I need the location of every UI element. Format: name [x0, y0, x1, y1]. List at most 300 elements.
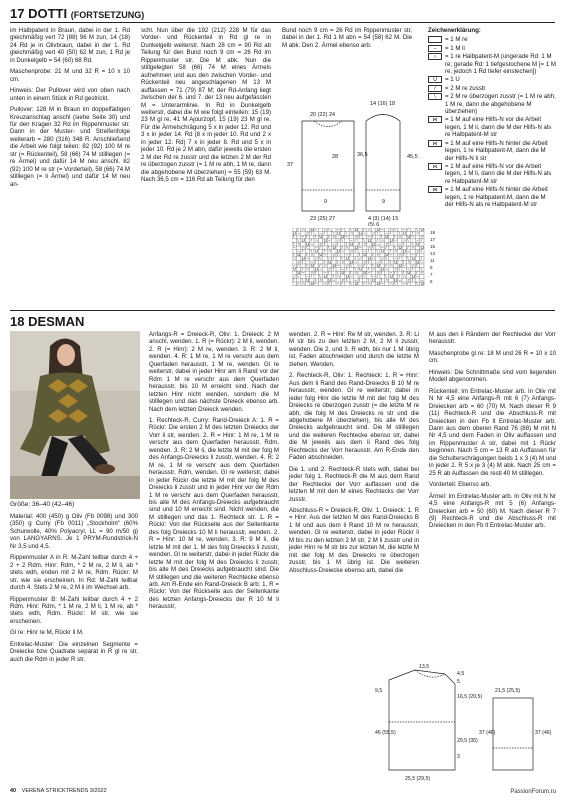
chart-symbol: –: [328, 255, 331, 261]
legend: [428, 27, 556, 209]
chart-symbol: \: [350, 281, 352, 286]
chart-symbol: ∩: [332, 252, 336, 258]
chart-symbol: –: [341, 266, 344, 272]
legend-symbol-icon: ⋈: [428, 140, 442, 147]
header-rule: [10, 22, 555, 23]
chart-symbol: \: [363, 273, 365, 279]
chart-symbol: ∩: [389, 263, 393, 268]
chart-symbol: ∩: [403, 237, 407, 243]
chart-symbol: ∩: [301, 245, 305, 250]
svg-text:13: 13: [430, 251, 436, 256]
chart-symbol: ∩: [407, 277, 411, 283]
chart-symbol: ∩: [310, 252, 314, 258]
dim-label: 14 (16) 18: [370, 101, 396, 107]
chart-symbol: \: [376, 248, 378, 254]
watermark: PassionForum.ru: [510, 789, 556, 795]
chart-symbol: \: [301, 259, 303, 265]
chart-symbol: \: [372, 263, 374, 268]
legend-row: [428, 93, 556, 115]
legend-row: [428, 36, 556, 43]
chart-symbol: /: [354, 237, 356, 243]
chart-symbol: \: [420, 248, 422, 254]
chart-symbol: U: [341, 270, 345, 276]
chart-symbol: –: [350, 273, 353, 279]
chart-symbol: U: [389, 237, 393, 243]
chart-symbol: ∩: [345, 263, 349, 268]
chart-symbol: \: [372, 245, 374, 250]
model-photo: [10, 331, 140, 499]
legend-text: = 1 M auf eine Hilfs-N vor die Arbeit legen, 1 M li, dann die M der Hilfs-N als re Halbpatent-M str: [445, 162, 552, 185]
chart-symbol: –: [403, 281, 406, 286]
chart-symbol: U: [385, 252, 389, 258]
paragraph: Rückenteil: Im Entrelac-Muster arb. In Oliv mit N Nr 4,5 eine Anfangs-R mit 6 (7) Anfangs-Dreiecken arb = 60 (70) M. Nach dieser R 9 (11) Rechteck-R und die Abschluss-R mit Dreiecken in den Fb lt Entrelac-Muster arb. Dann aus dem oberen Rand 76 (88) M mit N Nr 4,5 und dem Faden in Oliv auffassen und im Rippenmuster A str, dabei mit 1 Rückr beginnen. Nach 5 cm = 13 R ab Auffassen für die Schulterschrägungen beids 1 x 3 (4) M und in jeder 2. R 5 x je 3 (4) M abk. Nach 25 cm = 25 R ab Auffassen die restl 40 M stilllegen.: [429, 387, 556, 477]
chart-symbol: U: [310, 281, 314, 286]
chart-symbol: /: [407, 245, 409, 250]
chart-symbol: U: [389, 273, 393, 279]
chart-symbol: ∩: [337, 237, 341, 243]
chart-symbol: U: [332, 263, 336, 268]
chart-symbol: ∩: [389, 228, 393, 232]
paragraph: Gl re: Hinr re M, Rückr li M.: [10, 629, 84, 637]
chart-symbol: –: [385, 266, 388, 272]
dim-label: 3: [457, 754, 460, 760]
paragraph: Anfangs-R = Dreieck-R, Oliv: 1. Dreieck: 2 M anschl, wenden. 1. R (= Rückr): 2 M li, wenden. 2. R (= Hinr): 2 M re, wenden. 3. R: 2 M li, wenden. 4. R: 1 M re, 1 M re verschr aus dem Querfaden herausstr, 1 M re, wenden. Gl re weiterstr, dabei in jeder Hinr am li Rand vor der Rdm 1 M re verschr aus dem Querfaden herausstr, bis 10 M erreicht sind. Nach der letzten Hinr nicht wenden, sondern die M stilllegen und das nächste Dreieck ebenso arb. Nach dem letzten Dreieck wenden.: [149, 331, 279, 413]
chart-symbol: \: [381, 234, 383, 240]
dim-label: 21,5 (25,5): [495, 688, 521, 694]
chart-symbol: \: [350, 263, 352, 268]
legend-row: [428, 140, 556, 162]
chart-symbol: /: [376, 273, 378, 279]
legend-row: [428, 45, 556, 52]
legend-text: = 1 M re: [445, 36, 468, 44]
chart-symbol: \: [394, 245, 396, 250]
chart-symbol: /: [301, 248, 303, 254]
chart-symbol: /: [381, 277, 383, 283]
chart-symbol: –: [337, 228, 340, 232]
chart-symbol: –: [354, 259, 357, 265]
chart-symbol: \: [416, 263, 418, 268]
chart-symbol: U: [372, 241, 376, 247]
chart-symbol: /: [367, 248, 369, 254]
chart-symbol: \: [328, 228, 330, 232]
chart-symbol: ∩: [345, 245, 349, 250]
chart-symbol: ∩: [394, 266, 398, 272]
paragraph: Pullover: 128 M in Braun im doppelfädigen Kreuzanschlag anschl (siehe Seite 30) und für den Kragen 32 Rd im Rippenmuster str. Dann in der Muster- und Streifenfolge weiterarb = 280 (316) 348 R. Anschließend die Arbeit wie folgt teilen: 82 (92) 100 M re str (= Rückenteil), 58 (66) 74 M stilllegen (= re Ärmel) und dafür 14 M neu anschl. 82 (92) 100 M re str (= Vorderteil), 58 (66) 74 M stilllegen (= li Ärmel) und dafür 14 M neu an-: [10, 106, 130, 188]
chart-symbol: /: [310, 273, 312, 279]
paragraph: Entrelac-Muster: Die einzelnen Segmente = Dreiecke bzw Quadrate separat in R gl re str, auch die Rdm in jeder R str.: [10, 640, 138, 663]
chart-symbol: \: [301, 277, 303, 283]
chart-symbol: U: [394, 277, 398, 283]
chart-symbol: \: [345, 277, 347, 283]
chart-symbol: U: [381, 248, 385, 254]
chart-symbol: \: [403, 252, 405, 258]
legend-row: [428, 85, 556, 92]
sweater-schematic: [282, 86, 427, 226]
section-header-dotti: [10, 6, 144, 21]
chart-symbol: \: [407, 255, 409, 261]
chart-symbol: \: [332, 266, 334, 272]
paragraph: Vorderteil: Ebenso arb.: [429, 481, 491, 489]
chart-symbol: U: [315, 248, 319, 254]
chart-symbol: ∩: [420, 270, 424, 276]
legend-row: [428, 163, 556, 185]
legend-symbol-icon: /: [428, 85, 442, 92]
chart-symbol: /: [297, 281, 299, 286]
legend-symbol-icon: [428, 36, 442, 43]
paragraph: im Halbpatent in Braun, dabei in der 1. Rd gleichmäßig vert 72 (88) 96 M zun, 14 (18) 24 Rd je in Olivbraun, dabei in der 1. Rd gleichmäßig vert 40 (50) 62 M zun, 1 Rd je in Dunkelgelb = 54 (60) 68 Rd.: [10, 27, 130, 64]
chart-symbol: U: [354, 228, 358, 232]
legend-row: [428, 53, 556, 75]
chart-symbol: \: [293, 252, 295, 258]
paragraph: schl. Nun über die 192 (212) 228 M für das Vorder- und Rückenteil in Rd gl re in Dunkelgelb weiterstr. Nach 28 cm = 90 Rd ab Teilung für den Bund noch 9 cm = 26 Rd im Rippenmuster str. Die M abk. Nun die stillgelegten 58 (66) 74 M eines Ärmels aufnehmen und aus den zwischen Vorder- und Rückenteil neu angeschlagenen M 13 M auffassen = 71 (79) 87 M; der Rd-Anfang liegt zwischen der 6. und 7. der 13 neu aufgefassten M = Unterarmlinie. In Rd in Dunkelgelb weiterstr, dabei die M wie folgt einteilen: 15 (19) 23 M gl re, 41 M Ajourzopf, 15 (19) 23 M gl re. Für die Ärmelschrägung 5 x in jeder 12. Rd und 3 x in jeder 14. Rd (8 x in jeder 10. Rd und 2 x in jeder 12. Rd) 7 x in jeder 8. Rd und 5 x in jeder 10. Rd je 2 M abn, dafür jeweils die ersten 2 M der Rd re zusstr und die letzten 2 M der Rd re überzogen zusstr (= 1 M re abh, 1 M re, dann die abgehobene M überziehen) = 55 (59) 63 M. Nach 36,5 cm = 116 Rd ab Teilung für den: [141, 27, 271, 184]
chart-symbol: /: [332, 255, 334, 261]
chart-symbol: ∩: [341, 259, 345, 265]
chart-symbol: –: [381, 281, 384, 286]
chart-symbol: U: [363, 270, 367, 276]
legend-title: Zeichenerklärung:: [428, 27, 481, 34]
dim-label: 29,5 (35): [457, 738, 478, 744]
chart-symbol: ∩: [381, 237, 385, 243]
chart-symbol: /: [359, 277, 361, 283]
chart-symbol: /: [319, 263, 321, 268]
dim-label: 4,5: [457, 671, 465, 677]
chart-symbol: ∩: [337, 273, 341, 279]
chart-symbol: ∩: [372, 230, 376, 236]
svg-text:9: 9: [430, 265, 433, 270]
chart-symbol: U: [376, 228, 380, 232]
chart-symbol: \: [310, 248, 312, 254]
chart-symbol: U: [350, 259, 354, 265]
chart-symbol: ∩: [301, 281, 305, 286]
chart-symbol: /: [420, 255, 422, 261]
chart-symbol: /: [372, 234, 374, 240]
chart-symbol: U: [293, 266, 297, 272]
chart-symbol: U: [376, 263, 380, 268]
chart-symbol: /: [354, 255, 356, 261]
dim-label: 37 (46): [479, 730, 496, 736]
chart-symbol: /: [394, 234, 396, 240]
chart-symbol: \: [341, 237, 343, 243]
chart-symbol: –: [293, 245, 296, 250]
paragraph: Maschenprobe gl re: 18 M und 26 R = 10 x 10 cm.: [429, 349, 556, 365]
chart-symbol: ∩: [323, 263, 327, 268]
chart-symbol: –: [319, 230, 322, 236]
dotti-column-3: [282, 27, 412, 53]
chart-symbol: /: [341, 281, 343, 286]
chart-symbol: ∩: [411, 245, 415, 250]
chart-symbol: ∩: [323, 281, 327, 286]
chart-symbol: \: [319, 255, 321, 261]
chart-symbol: /: [416, 252, 418, 258]
chart-symbol: U: [354, 281, 358, 286]
chart-symbol: –: [420, 259, 423, 265]
chart-symbol: /: [350, 270, 352, 276]
chart-symbol: ∩: [323, 228, 327, 232]
paragraph: Rippenmuster B: M-Zahl teilbar durch 4 + 2 Rdm. Hinr: Rdm, * 1 M re, 2 M li, 1 M re, ab * stets wdh, Rdm. Rückr: M str, wie sie erscheinen.: [10, 595, 138, 625]
chart-symbol: /: [315, 259, 317, 265]
chart-symbol: U: [416, 259, 420, 265]
chart-symbol: U: [345, 255, 349, 261]
chart-symbol: /: [363, 228, 365, 232]
chart-symbol: \: [367, 277, 369, 283]
paragraph: Hinweis: Die Schnittmaße sind vom liegenden Modell abgenommen.: [429, 368, 556, 384]
chart-symbol: /: [297, 263, 299, 268]
chart-symbol: \: [389, 259, 391, 265]
chart-symbol: U: [420, 245, 424, 250]
desman-column-3: [289, 331, 419, 578]
dim-label: 28: [332, 154, 339, 160]
chart-symbol: U: [297, 270, 301, 276]
chart-symbol: U: [328, 259, 332, 265]
chart-symbol: –: [328, 237, 331, 243]
chart-symbol: –: [319, 266, 322, 272]
svg-text:5: 5: [430, 279, 433, 284]
chart-symbol: –: [416, 273, 419, 279]
legend-text: = 1 M auf eine Hilfs-N hinter die Arbeit legen, 1 re Halbpatent-M, dann die M der Hilfs-N li str: [445, 139, 548, 162]
chart-symbol: U: [403, 248, 407, 254]
chart-symbol: ∩: [332, 234, 336, 240]
chart-symbol: –: [381, 245, 384, 250]
chart-symbol: –: [310, 259, 313, 265]
chart-symbol: \: [354, 266, 356, 272]
paragraph: wenden. 2. R = Hinr: Re M str, wenden. 3. R: Li M str bis zu den letzten 2 M, 2 M li zusstr, wenden. Die 2. und 3. R wdh, bis nur 1 M übrig ist, Faden abschneiden und durch die letzte M ziehen. Wenden.: [289, 331, 419, 368]
chart-symbol: U: [306, 241, 310, 247]
chart-symbol: ∩: [328, 248, 332, 254]
legend-row: [428, 116, 556, 138]
chart-symbol: U: [416, 241, 420, 247]
chart-symbol: –: [389, 270, 393, 276]
chart-symbol: \: [403, 270, 405, 276]
paragraph: Die 1. und 2. Rechteck-R stets wdh, dabei bei jeder folg 1. Rechteck-R die M aus dem Rand der Rechtecke der Vorr auffassen und die letzten M mit den M eines Rechtecks der Vorr zusstr.: [289, 465, 419, 503]
chart-symbol: U: [376, 281, 380, 286]
chart-symbol: U: [319, 234, 323, 240]
chart-symbol: \: [359, 252, 361, 258]
legend-text: = 1 M auf eine Hilfs-N hinter die Arbeit legen, 1 re Halbpatent-M, dann die M der Hilfs-N als re Halbpatent-M str: [445, 186, 548, 208]
chart-symbol: ∩: [394, 248, 398, 254]
chart-symbol: /: [323, 248, 325, 254]
chart-symbol: /: [385, 263, 387, 268]
chart-symbol: –: [381, 228, 384, 232]
chart-symbol: ∩: [306, 266, 310, 272]
chart-symbol: U: [328, 277, 332, 283]
chart-symbol: –: [332, 277, 335, 283]
paragraph: Hinweis: Der Pullover wird von oben nach unten in einem Stück in Rd gestrickt.: [10, 87, 130, 102]
dim-label: 16,5 (20,5): [457, 694, 483, 700]
chart-symbol: U: [398, 245, 402, 250]
chart-symbol: –: [372, 255, 375, 261]
chart-symbol: –: [394, 255, 397, 261]
dim-label: 45,5: [407, 154, 418, 160]
chart-symbol: ∩: [310, 270, 314, 276]
chart-symbol: ∩: [319, 277, 323, 283]
chart-symbol: \: [381, 270, 383, 276]
chart-symbol: /: [411, 230, 413, 236]
chart-symbol: ∩: [315, 255, 319, 261]
chart-symbol: ∩: [411, 263, 415, 268]
chart-symbol: /: [319, 245, 321, 250]
chart-symbol: /: [403, 241, 405, 247]
chart-symbol: U: [420, 281, 424, 286]
chart-symbol: –: [403, 228, 406, 232]
chart-symbol: \: [332, 230, 334, 236]
chart-symbol: U: [363, 252, 367, 258]
chart-symbol: /: [310, 237, 312, 243]
desman-column-1: [10, 513, 138, 667]
chart-symbol: /: [385, 245, 387, 250]
svg-text:19: 19: [430, 230, 436, 235]
chart-symbol: U: [301, 237, 305, 243]
dim-label: 13,5: [419, 664, 430, 670]
chart-symbol: \: [389, 241, 391, 247]
legend-row: [428, 186, 556, 208]
chart-symbol: –: [376, 259, 379, 265]
dotti-column-2: [141, 27, 271, 188]
chart-symbol: –: [315, 281, 318, 286]
chart-symbol: U: [403, 230, 407, 236]
chart-symbol: U: [310, 228, 314, 232]
legend-row: [428, 76, 556, 83]
legend-symbol-icon: –: [428, 45, 442, 52]
chart-symbol: U: [341, 234, 345, 240]
chart-symbol: \: [385, 273, 387, 279]
chart-symbol: U: [301, 255, 305, 261]
dim-label: 36,5: [357, 152, 368, 158]
legend-text: = 1 re Halbpatent-M (ungerade Rd: 1 M re; gerade Rd: 1 tiefgestochene M [= 1 M re, jedoch 1 Rd tiefer einstechen]): [445, 53, 556, 76]
svg-text:17: 17: [430, 237, 436, 242]
chart-symbol: –: [341, 248, 344, 254]
chart-symbol: –: [310, 241, 313, 247]
chart-symbol: ∩: [376, 270, 380, 276]
legend-symbol-icon: ⋈: [428, 163, 442, 170]
chart-symbol: ∩: [297, 259, 301, 265]
chart-symbol: /: [407, 228, 409, 232]
legend-text: = 1 M li: [445, 44, 465, 52]
chart-symbol: –: [385, 230, 388, 236]
paragraph: 1. Rechteck-R, Curry: Rand-Dreieck A: 1. R = Rückr: Die ersten 2 M des letzten Dreiecks der Vorr li str, wenden. 2. R = Hinr: 1 M re, 1 M re verschr aus dem Querfaden herausstr, Rdm, wenden. 3. R: 2 M li, die letzte M mit der folg M des Anfangs-Dreiecks li zusstr, wenden. 4. R: 2 M re, 1 M re verschr aus dem Querfaden herausstr, Rdm, wenden. Gl re weiterstr, dabei in jeder Rückr die letzte M mit der folg M des Dreiecks li zusstr und in jeder Hinr vor der Rdm 1 M re verschr aus dem Querfaden herausstr, bis alle M des Anfangs-Dreiecks aufgebraucht sind und 10 M erreicht sind. Nicht wenden, die M stilllegen und das 1. Rechteck str. 1. R = Rückr: Von der Rückseite aus der Seitenkante des folg Dreiecks 10 M li herausstr, wenden. 2. R = Hinr: 10 M re, wenden. 3. R: 9 M li, die letzte M mit der 1. M des folg Dreiecks li zusstr, wenden. Gl re weiterstr, dabei in jeder Rückr die letzte M mit der folg M des Dreiecks li zusstr, bis alle M des Dreiecks aufgebraucht sind. Die M stilllegen und die weiteren Rechtecke ebenso arb. Am R-Ende ein Rand-Dreieck B arb: 1. R = Rückr: Von der Rückseite aus der Seitenkante des letzten Anfangs-Dreiecks der R 10 M li herausstr,: [149, 416, 279, 611]
chart-symbol: \: [328, 281, 330, 286]
chart-symbol: U: [394, 259, 398, 265]
chart-symbol: U: [381, 266, 385, 272]
chart-symbol: \: [310, 230, 312, 236]
chart-symbol: U: [407, 270, 411, 276]
chart-symbol: /: [367, 266, 369, 272]
chart-symbol: ∩: [297, 241, 301, 247]
chart-symbol: /: [372, 252, 374, 258]
desman-column-4: [429, 331, 556, 534]
dim-label: 23 (25) 27: [310, 216, 336, 222]
dim-label: 9,5: [375, 688, 383, 694]
chart-symbol: –: [359, 263, 362, 268]
paragraph: Ärmel: Im Entrelac-Muster arb. In Oliv mit N Nr 4,5 eine Anfangs-R mit 5 (6) Anfangs-Dreiecken arb = 50 (60) M. Nach dieser R 7 (9) Rechteck-R und die Abschluss-R mit Dreiecken in den Fb lt Entrelac-Muster arb.: [429, 492, 556, 530]
chart-symbol: U: [359, 230, 363, 236]
page-number: 40: [10, 788, 17, 794]
chart-symbol: \: [337, 252, 339, 258]
chart-symbol: U: [315, 266, 319, 272]
chart-symbol: U: [319, 252, 323, 258]
dim-label: 9: [324, 199, 328, 205]
dotti-column-1: [10, 27, 130, 192]
chart-symbol: \: [367, 259, 369, 265]
chart-symbol: U: [293, 230, 297, 236]
chart-symbol: –: [411, 252, 415, 258]
chart-symbol: \: [359, 234, 361, 240]
chart-symbol: /: [306, 234, 308, 240]
chart-symbol: U: [323, 237, 327, 243]
chart-symbol: /: [359, 241, 361, 247]
chart-symbol: U: [323, 273, 327, 279]
chart-symbol: /: [398, 273, 400, 279]
chart-symbol: –: [306, 255, 309, 261]
chart-symbol: U: [407, 234, 411, 240]
chart-symbol: ∩: [363, 259, 367, 265]
paragraph: M aus den li Rändern der Rechtecke der Vorr herausstr.: [429, 331, 556, 346]
chart-symbol: ∩: [381, 255, 385, 261]
chart-symbol: ∩: [328, 266, 332, 272]
chart-symbol: \: [376, 230, 378, 236]
dim-label: 25,5 (29,5): [405, 776, 431, 782]
chart-symbol: –: [403, 263, 406, 268]
chart-symbol: ∩: [376, 252, 380, 258]
svg-text:15: 15: [430, 244, 436, 249]
chart-symbol: ∩: [398, 252, 402, 258]
chart-symbol: /: [301, 266, 303, 272]
section-rule: [10, 310, 555, 311]
chart-symbol: –: [372, 273, 375, 279]
paragraph: 2. Rechteck-R, Oliv: 1. Rechteck: 1. R = Hinr: Aus dem li Rand des Rand-Dreiecks B 10 M re herausstr, wenden. Gl re weiterstr, dabei in jeder folg Hinr die letzte M mit der folg M des Dreiecks re überzogen zusstr (= die letzte M re abh, die folg M des Dreiecks re str und die abgehobene M überziehen), bis alle M des Dreiecks aufgebraucht sind. Die M stilllegen und die weiteren Rechtecke ebenso str, dabei die M jeweils aus dem li Rand des folg Rechtecks der Vorr herausstr. Am R-Ende den Faden abschneiden.: [289, 372, 419, 462]
chart-symbol: \: [306, 245, 308, 250]
chart-symbol: ∩: [350, 230, 354, 236]
chart-symbol: /: [315, 277, 317, 283]
chart-symbol: –: [398, 241, 401, 247]
chart-symbol: –: [315, 245, 318, 250]
chart-symbol: ∩: [372, 266, 376, 272]
chart-symbol: /: [328, 270, 330, 276]
dim-label: 5: [457, 679, 460, 685]
chart-symbol: ∩: [407, 259, 411, 265]
chart-symbol: –: [306, 273, 309, 279]
chart-symbol: –: [389, 252, 393, 258]
chart-symbol: /: [363, 281, 365, 286]
chart-symbol: ∩: [403, 273, 407, 279]
svg-text:11: 11: [430, 258, 435, 263]
legend-text: = 2 M re zusstr: [445, 84, 486, 92]
chart-symbol: ∩: [315, 237, 319, 243]
paragraph: Abschluss-R = Dreieck-R, Oliv: 1. Dreieck: 1. R = Hinr: Aus der letzten M des Rand-Dreiecks B 1 M und aus dem li Rand 10 M re herausstr, wenden. Gl re weiterstr, dabei in jeder Rückr li M bis zu den letzten 2 M str, 2 M li zusstr und in jeder Hinr re M str bis zur letzten M, die letzte M mit der folg M des Dreiecks re überzogen zusstr, bis 1 M übrig ist. Die weiteren Abschluss-Dreiecke ebenso arb, dabei die: [289, 506, 419, 574]
chart-symbol: \: [350, 228, 352, 232]
chart-symbol: /: [389, 248, 391, 254]
chart-symbol: U: [411, 255, 415, 261]
chart-symbol: –: [416, 237, 419, 243]
chart-symbol: –: [359, 245, 362, 250]
chart-symbol: –: [376, 241, 379, 247]
chart-symbol: \: [407, 237, 409, 243]
chart-symbol: –: [354, 277, 357, 283]
chart-symbol: /: [297, 228, 299, 232]
chart-symbol: U: [337, 248, 341, 254]
section-header-desman: [10, 314, 84, 329]
chart-symbol: \: [411, 241, 413, 247]
svg-text:7: 7: [430, 272, 433, 277]
chart-symbol: \: [315, 234, 317, 240]
chart-symbol: –: [337, 281, 340, 286]
chart-symbol: –: [301, 270, 305, 276]
chart-symbol: /: [293, 277, 295, 283]
chart-symbol: ∩: [363, 241, 367, 247]
paragraph: Rippenmuster A in R: M-Zahl teilbar durch 4 + 2 + 2 Rdm. Hinr: Rdm, * 2 M re, 2 M li, ab * stets wdh, enden mit 2 M re, Rdm. Rückr: M str, wie sie erscheinen. In Rd: M-Zahl teilbar durch 4. Stets 2 M re, 2 M li im Wechsel arb.: [10, 554, 138, 592]
chart-symbol: /: [323, 230, 325, 236]
chart-symbol: /: [363, 263, 365, 268]
dim-label: 37 (46): [535, 730, 552, 736]
